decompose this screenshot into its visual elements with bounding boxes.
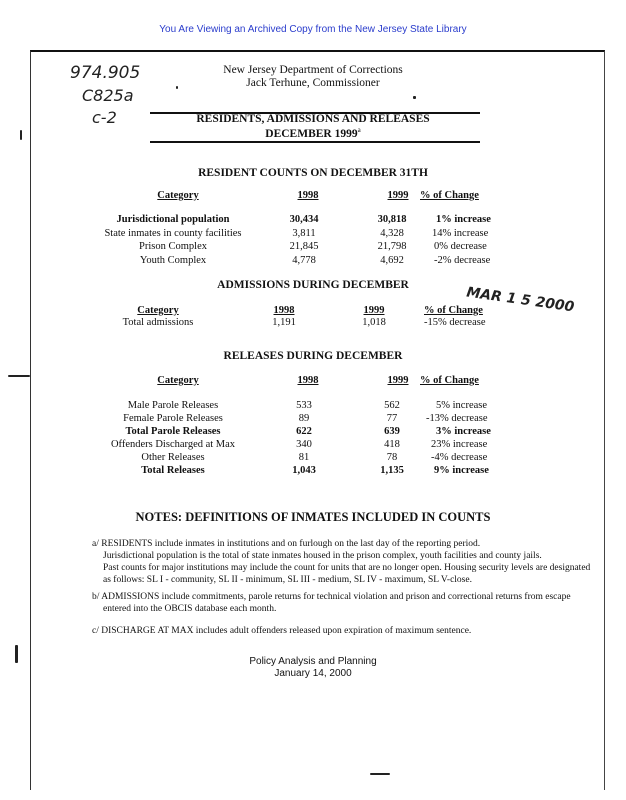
scan-mark [15, 645, 18, 663]
row-1999: 78 [386, 452, 398, 463]
footer-date: January 14, 2000 [274, 668, 352, 679]
row-1998: 1,191 [272, 317, 296, 328]
row-change: 5% increase [436, 400, 488, 411]
row-change: 1% increase [436, 214, 491, 225]
admissions-col-1998: 1998 [273, 305, 295, 316]
row-change: 9% increase [434, 465, 489, 476]
resident-col-1998: 1998 [297, 190, 319, 201]
commissioner-line: Jack Terhune, Commissioner [246, 77, 380, 89]
releases-col-1998: 1998 [297, 375, 319, 386]
admissions-col-1999: 1999 [363, 305, 385, 316]
report-title: RESIDENTS, ADMISSIONS AND RELEASES [196, 113, 430, 125]
releases-col-change: % of Change [420, 375, 479, 386]
row-category: Female Parole Releases [123, 413, 223, 424]
scan-mark [8, 375, 30, 377]
row-category: Jurisdictional population [116, 214, 230, 225]
admissions-heading: ADMISSIONS DURING DECEMBER [217, 279, 409, 291]
row-change: 0% decrease [434, 241, 487, 252]
row-1999: 30,818 [377, 214, 407, 225]
row-category: State inmates in county facilities [104, 228, 242, 239]
row-1999: 418 [384, 439, 400, 450]
scan-mark [20, 130, 22, 140]
row-change: 14% increase [432, 228, 489, 239]
row-change: -4% decrease [431, 452, 488, 463]
footer-office: Policy Analysis and Planning [249, 656, 377, 667]
releases-col-1999: 1999 [387, 375, 409, 386]
row-1999: 1,018 [362, 317, 386, 328]
row-1998: 340 [296, 439, 312, 450]
row-change: 3% increase [436, 426, 491, 437]
note-b-line-2: entered into the OBCIS database each month. [103, 604, 277, 614]
row-1999: 1,135 [380, 465, 404, 476]
note-b-line-1: b/ ADMISSIONS include commitments, parole returns for technical violation and prison and correctional returns from escape [92, 592, 571, 602]
row-category: Total Parole Releases [125, 426, 221, 437]
row-change: -13% decrease [426, 413, 488, 424]
note-a-line-3: Past counts for major institutions may include the count for units that are no longer open. Housing security levels are designated [103, 563, 591, 573]
notes-heading: NOTES: DEFINITIONS OF INMATES INCLUDED IN COUNTS [135, 510, 491, 524]
row-change: 23% increase [431, 439, 488, 450]
subtitle-footnote-mark: a [357, 126, 361, 134]
row-1999: 4,692 [380, 255, 404, 266]
row-1998: 1,043 [292, 465, 316, 476]
row-1999: 562 [384, 400, 400, 411]
title-rule-bottom [150, 141, 480, 143]
handwritten-cutter: C825a [82, 86, 134, 105]
admissions-col-change: % of Change [424, 305, 483, 316]
row-category: Youth Complex [139, 255, 207, 266]
row-category: Male Parole Releases [127, 400, 219, 411]
row-change: -15% decrease [424, 317, 486, 328]
scan-mark [370, 773, 390, 775]
note-a-line-1: a/ RESIDENTS include inmates in institutions and on furlough on the last day of the reporting period. [92, 539, 481, 549]
handwritten-call-number: 974.905 [70, 63, 141, 83]
note-a-line-2: Jurisdictional population is the total of state inmates housed in the prison complex, youth facilities and county jails. [103, 551, 542, 561]
resident-heading: RESIDENT COUNTS ON DECEMBER 31TH [198, 167, 428, 179]
row-category: Prison Complex [139, 241, 207, 252]
resident-col-category: Category [157, 190, 199, 201]
releases-col-category: Category [157, 375, 199, 386]
row-change: -2% decrease [434, 255, 491, 266]
row-1998: 533 [296, 400, 312, 411]
row-1999: 77 [386, 413, 398, 424]
releases-heading: RELEASES DURING DECEMBER [223, 350, 403, 362]
note-c: c/ DISCHARGE AT MAX includes adult offenders released upon expiration of maximum sentence. [92, 626, 472, 636]
row-1998: 81 [298, 452, 310, 463]
note-a-line-4: as follows: SL I - community, SL II - minimum, SL III - medium, SL IV - maximum, SL V-close. [103, 575, 472, 585]
row-category: Offenders Discharged at Max [110, 439, 236, 450]
admissions-col-category: Category [137, 305, 179, 316]
scan-mark [413, 96, 416, 99]
archive-banner: You Are Viewing an Archived Copy from the New Jersey State Library [159, 24, 467, 35]
row-category: Other Releases [141, 452, 205, 463]
resident-col-change: % of Change [420, 190, 479, 201]
row-1998: 21,845 [289, 241, 319, 252]
received-date-stamp: MAR 1 5 2000 [465, 284, 576, 316]
row-1998: 4,778 [292, 255, 316, 266]
report-subtitle: DECEMBER 1999$^a$ [265, 126, 361, 140]
resident-col-1999: 1999 [387, 190, 409, 201]
row-1999: 639 [384, 426, 400, 437]
row-category: Total Releases [141, 465, 205, 476]
row-1998: 89 [298, 413, 310, 424]
scan-mark [176, 86, 178, 89]
handwritten-copy: c-2 [92, 108, 117, 127]
row-1999: 4,328 [380, 228, 404, 239]
department-name: New Jersey Department of Corrections [223, 64, 403, 76]
row-1998: 3,811 [292, 228, 316, 239]
row-1999: 21,798 [377, 241, 407, 252]
row-1998: 30,434 [289, 214, 319, 225]
row-1998: 622 [296, 426, 312, 437]
row-category: Total admissions [122, 317, 194, 328]
